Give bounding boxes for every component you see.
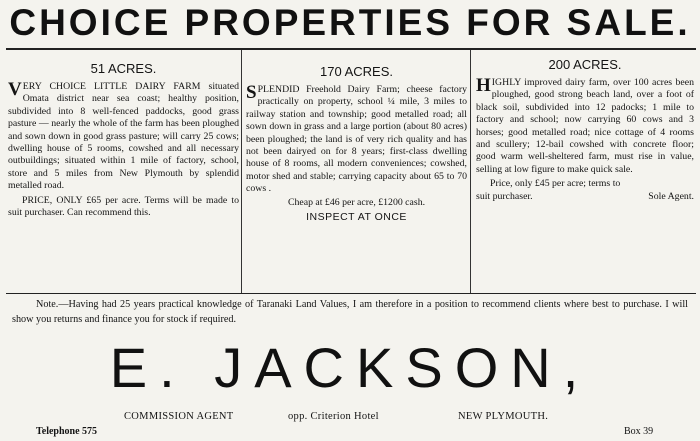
inspect-notice: INSPECT AT ONCE bbox=[306, 211, 407, 224]
listing-acres-heading: 200 ACRES. bbox=[548, 57, 622, 72]
terms-text: suit purchaser. bbox=[476, 190, 533, 202]
headline: CHOICE PROPERTIES FOR SALE. bbox=[9, 2, 691, 43]
drop-cap: V bbox=[8, 79, 22, 100]
listing-acres-heading: 51 ACRES. bbox=[90, 61, 157, 76]
listing-51-acres bbox=[6, 50, 241, 292]
listing-signoff bbox=[476, 191, 694, 203]
listing-text: ERY CHOICE LITTLE DAIRY FARM situated Omata district near sea coast; healthy position, subdivided into 8 well-fenced paddocks, good grass pasture — nearly the whole of the farm has been ploughed and sown down in good grass pasture; will carry 25 cows; dwelling house of 5 rooms, cowshed and all necessary outbuildings; situated within 1 mile of factory, school, store and 5 miles from New Plymouth by splendid metalled road. bbox=[8, 81, 239, 192]
agent-location: opp. Criterion Hotel bbox=[288, 411, 379, 422]
listing-text: IGHLY improved dairy farm, over 100 acres been ploughed, good strong beach land, over a foot of black soil, subdivided into 12 padocks; 1 mile to factory and school; now carrying 60 cows and 3 horses; good metalled road; nice cottage of 4 rooms and scullery; 12-bail cowshed with concrete floor; good warm well-sheltered farm, must rise in value, selling at low figure to make quick sale. bbox=[476, 77, 694, 175]
agent-title: COMMISSION AGENT bbox=[124, 411, 234, 422]
agent-name: E. JACKSON, bbox=[109, 336, 591, 399]
column-divider bbox=[241, 50, 242, 293]
listing-description bbox=[476, 77, 694, 176]
bottom-rule bbox=[6, 293, 696, 294]
drop-cap: S bbox=[246, 82, 257, 103]
column-divider bbox=[470, 50, 471, 293]
telephone: Telephone 575 bbox=[36, 426, 98, 437]
listing-description bbox=[246, 84, 467, 196]
listing-price: PRICE, ONLY £65 per acre. Terms will be made to suit purchaser. Can recommend this. bbox=[8, 194, 239, 219]
listing-200-acres bbox=[474, 50, 696, 292]
po-box: Box 39 bbox=[624, 426, 654, 437]
listing-price: Price, only £45 per acre; terms to bbox=[490, 178, 621, 190]
listing-description bbox=[8, 81, 239, 193]
listing-acres-heading: 170 ACRES. bbox=[320, 64, 393, 79]
sole-agent-text: Sole Agent. bbox=[648, 190, 694, 202]
listing-170-acres bbox=[244, 50, 469, 292]
listing-text: PLENDID Freehold Dairy Farm; cheese factory practically on property, school ¼ mile, 3 miles to railway station and township; good metalled road; all sown down in grass and a large portion (about 80 acres) been ploughed; the land is of very rich quality and has not been dairyed on for 8 years; first-class dwelling house of 8 rooms, all modern conveniences; cowshed, motor shed and stable; carrying capacity about 65 to 70 cows . bbox=[246, 84, 467, 195]
agent-note: Note.—Having had 25 years practical knowledge of Taranaki Land Values, I am therefore in a position to recommend clients where best to purchase. I will show you returns and finance you for stock if required. bbox=[12, 299, 688, 325]
agent-town: NEW PLYMOUTH. bbox=[458, 411, 549, 422]
drop-cap: H bbox=[476, 75, 491, 96]
listing-price: Cheap at £46 per acre, £1200 cash. bbox=[287, 196, 426, 208]
